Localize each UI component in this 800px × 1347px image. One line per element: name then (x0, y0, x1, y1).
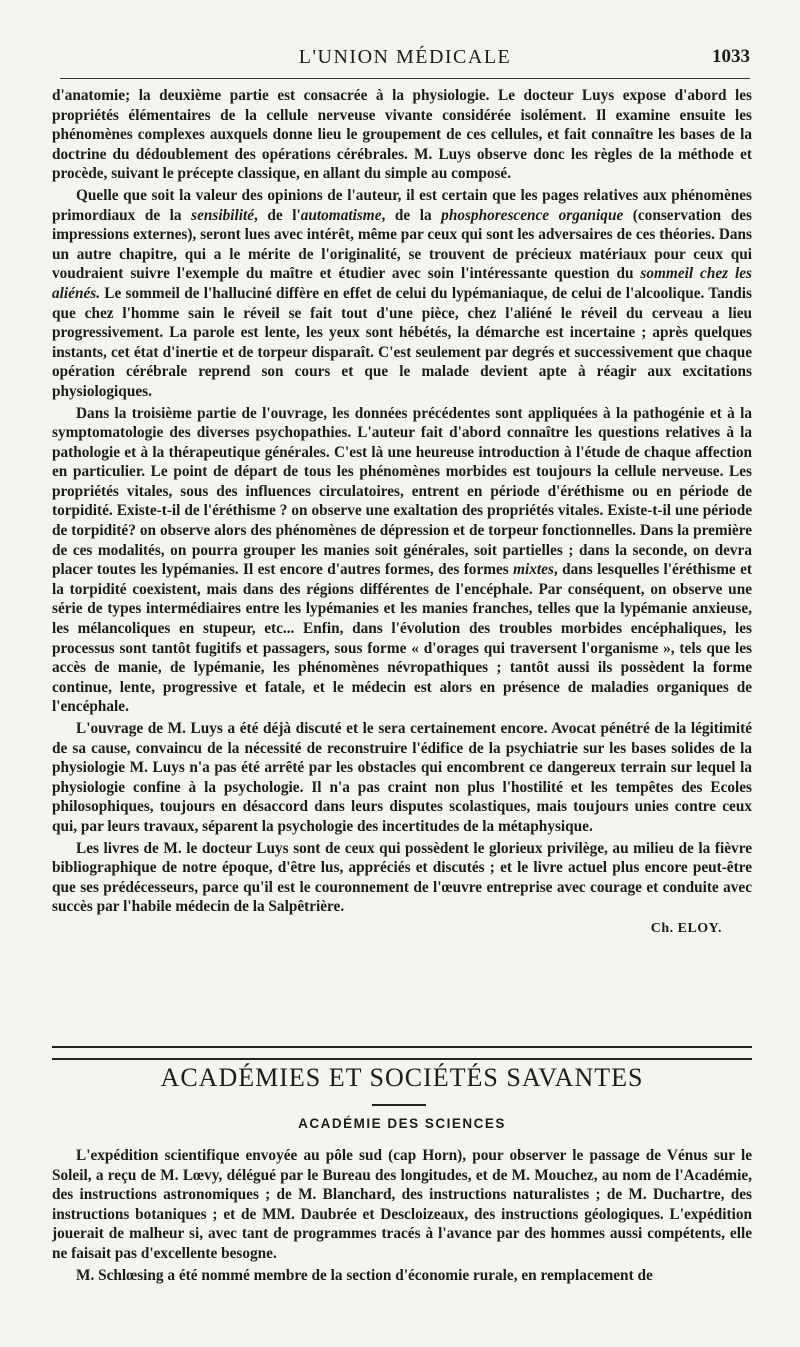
running-head (60, 40, 750, 74)
section-title: ACADÉMIES ET SOCIÉTÉS SAVANTES (160, 1063, 644, 1092)
text-segment: , dans lesquelles l'éréthisme et la torpidité coexistent, mais dans des régions différentes de l'encéphale. Par conséquent, on observe une série de types intermédiaires entre les lypémanies et les manies franches, telles que la lypémanie anxieuse, les mélancoliques en stupeur, etc... Enfin, dans l'évolution des troubles morbides encéphaliques, les processus sont tantôt fugitifs et passagers, sous forme « d'orages qui traversent l'organisme », tels que les accès de manie, de lypémanie, les phénomènes névropathiques ; tantôt aussi ils possèdent la forme continue, lente, progressive et fatale, et le médecin est alors en présence de maladies organiques de l'encéphale. (52, 561, 752, 716)
italic-term: automatisme (300, 206, 382, 224)
subsection-title: ACADÉMIE DES SCIENCES (298, 1116, 506, 1131)
text-segment: Le sommeil de l'halluciné diffère en effet de celui du lypémaniaque, de celui de l'alcoolique. Tandis que chez l'homme sain le réveil se fait tout d'une pièce, chez l'aliéné le réveil du cerveau a lieu progressivement. La parole est lente, les yeux sont hébétés, la démarche est incertaine ; après quelques instants, cet état d'inertie et de torpeur disparaît. C'est seulement par degrés et successivement que chaque opération cérébrale reprend son cours et que le malade devient apte à réagir aux excitations physiologiques. (52, 284, 752, 400)
italic-term: sensibilité (191, 206, 255, 224)
italic-term: phosphorescence organique (441, 206, 624, 224)
report-paragraph: M. Schlœsing a été nommé membre de la section d'économie rurale, en remplacement de (76, 1266, 653, 1284)
title-rule (372, 1104, 426, 1106)
text-segment: (conservation des impressions externes), seront lues avec intérêt, même par ceux qui sont les adversaires de ces théories. Dans un autre chapitre, qui a le mérite de l'originalité, se trouvent de précieux matériaux pour ceux qui voudraient suivre l'exemple du maître et étudier avec soin l'intéressante question du (52, 206, 752, 283)
text-segment: , de la (381, 206, 442, 224)
section-divider (52, 1046, 752, 1060)
book-review-article (52, 86, 752, 939)
article-paragraph (52, 186, 752, 402)
italic-term: mixtes (513, 561, 554, 579)
academy-report (52, 1146, 752, 1287)
journal-title: L'UNION MÉDICALE (298, 46, 512, 68)
article-paragraph: L'ouvrage de M. Luys a été déjà discuté et le sera certainement encore. Avocat pénétré de la légitimité de sa cause, convaincu de la nécessité de reconstruire l'édifice de la psychiatrie sur les bases solides de la physiologie M. Luys n'a pas été arrêté par les obstacles qui encombrent ce dangereux terrain sur lequel la physiologie confine à la psychologie. Il n'a pas craint non plus l'hostilité et les tempêtes des Ecoles philosophiques, toujours en désaccord dans leurs disputes scolastiques, mais toujours unies contre ceux qui, par leurs travaux, séparent la psychologie des incertitudes de la métaphysique. (52, 720, 752, 835)
report-paragraph: L'expédition scientifique envoyée au pôle sud (cap Horn), pour observer le passage de Vénus sur le Soleil, a reçu de M. Lœvy, délégué par le Bureau des longitudes, et de M. Mouchez, au nom de l'Académie, des instructions astronomiques ; de M. Blanchard, des instructions naturalistes ; de M. Duchartre, des instructions botaniques ; et de MM. Daubrée et Descloizeaux, des instructions géologiques. L'expédition jouerait de malheur si, avec tant de programmes tracés à l'avance par des hommes aussi compétents, elle ne faisait pas d'excellente besogne. (52, 1147, 752, 1262)
page-number: 1033 (712, 46, 750, 67)
text-segment: Dans la troisième partie de l'ouvrage, les données précédentes sont appliquées à la pathogénie et à la symptomatologie des diverses psychopathies. L'auteur fait d'abord connaître les questions relatives à la pathologie et à la thérapeutique générales. C'est là une heureuse introduction à l'étude de chaque affection en particulier. Le point de départ de tous les phénomènes morbides est toujours la cellule nerveuse. Les propriétés vitales, sous des influences circulatoires, entrent en période d'éréthisme ou en période de torpidité. Existe-t-il de l'éréthisme ? on observe une exaltation des propriétés vitales. Existe-t-il une période de torpidité? on observe alors des phénomènes de dépression et de torpeur fonctionnelles. Dans la première de ces modalités, on pourra grouper les manies soit générales, soit partielles ; dans la seconde, on devra placer toutes les lypémanies. Il est encore d'autres formes, des formes (52, 404, 752, 579)
article-paragraph: Les livres de M. le docteur Luys sont de ceux qui possèdent le glorieux privilège, au milieu de la fièvre bibliographique de notre époque, d'être lus, appréciés et discutés ; et le livre actuel plus encore peut-être que ses prédécesseurs, parce qu'il est le couronnement de l'œuvre entreprise avec courage et conduite avec succès par l'habile médecin de la Salpêtrière. (52, 839, 752, 916)
article-paragraph: d'anatomie; la deuxième partie est consacrée à la physiologie. Le docteur Luys expose d'abord les propriétés élémentaires de la cellule nerveuse vivante considérée isolément. Il examine ensuite les phénomènes complexes auxquels donne lieu le groupement de ces cellules, et fait connaître les bases de la doctrine du dédoublement des opérations cérébrales. M. Luys observe donc les règles de la méthode et procède, suivant le précepte classique, en allant du simple au composé. (52, 87, 752, 183)
text-segment: , de l' (254, 206, 301, 224)
italic-term: sommeil chez les aliénés. (52, 265, 752, 302)
header-rule (60, 78, 750, 79)
author-signature: Ch. ELOY. (650, 920, 722, 936)
text-segment: Quelle que soit la valeur des opinions de l'auteur, il est certain que les pages relatives aux phénomènes primordiaux de la (52, 186, 752, 224)
article-paragraph (52, 404, 752, 718)
